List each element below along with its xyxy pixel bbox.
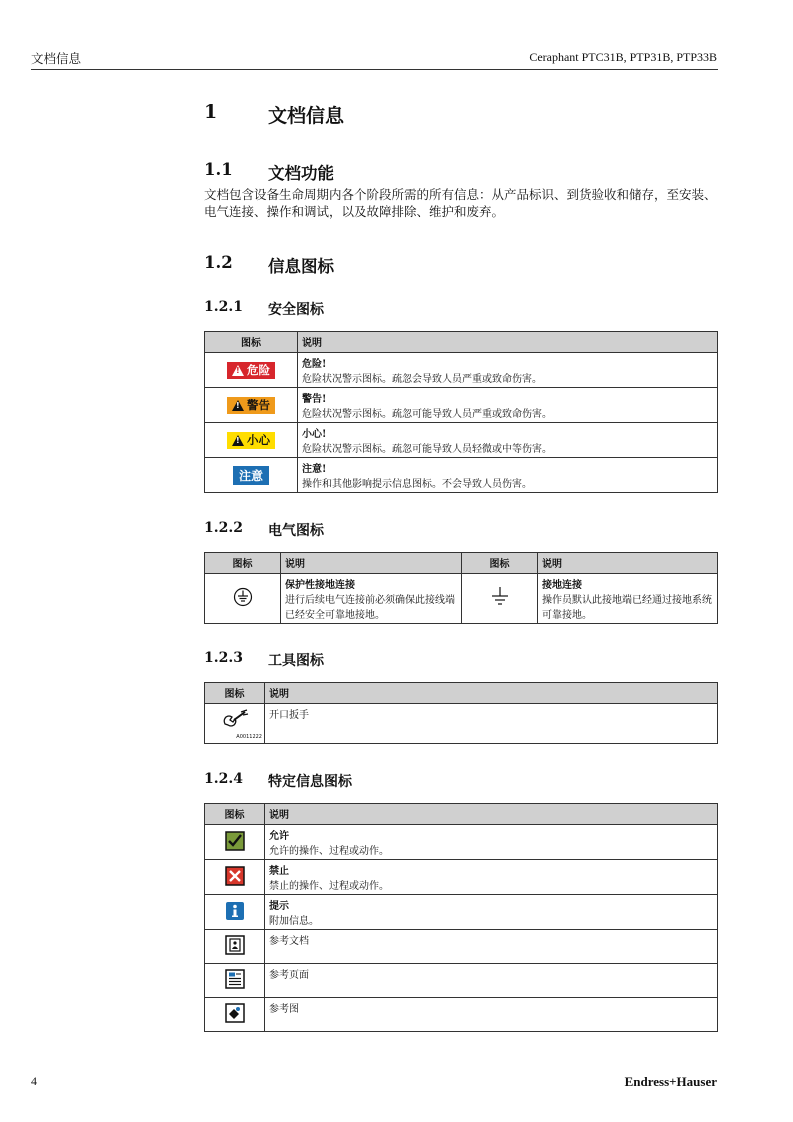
symbol-term: 小心! [302,429,327,440]
symbol-cell [462,574,538,624]
symbol-cell [205,964,265,998]
subsection-title: 安全图标 [268,302,324,318]
table-row [205,964,718,998]
symbol-term: 接地连接 [542,580,582,591]
table-row [205,574,718,624]
table-row [205,353,718,388]
tip-info-icon [225,901,245,921]
section-number: 1.1 [204,160,233,179]
column-header-symbol: 图标 [462,553,538,574]
badge-label: 警告 [247,398,270,412]
column-header-meaning: 说明 [265,683,718,704]
symbol-description: 开口扳手 [269,710,309,721]
column-header-meaning: 说明 [281,553,462,574]
column-header-meaning: 说明 [538,553,718,574]
column-header-meaning: 说明 [298,332,718,353]
table-row [205,895,718,930]
subsection-number: 1.2.3 [204,650,243,666]
subsection-number: 1.2.1 [204,299,243,315]
symbol-description: 操作和其他影响提示信息图标。不会导致人员伤害。 [302,479,532,490]
symbol-description: 参考文档 [269,936,309,947]
symbol-cell [205,704,265,744]
symbol-cell [205,353,298,388]
meaning-cell [265,930,718,964]
meaning-cell [298,353,718,388]
symbol-description: 附加信息。 [269,916,319,927]
table-row [205,998,718,1032]
document-function-paragraph: 文档包含设备生命周期内各个阶段所需的所有信息：从产品标识、到货验收和储存，至安装、电气连接、操作和调试，以及故障排除、维护和废弃。 [204,187,717,219]
brand-name: Endress+Hauser [624,1074,717,1089]
badge-label: 危险 [247,363,270,377]
safety-symbols-table [204,331,718,493]
chapter-title: 文档信息 [268,105,345,127]
protective-earth-icon [233,587,253,607]
meaning-cell [538,574,718,624]
meaning-cell [281,574,462,624]
symbol-description: 允许的操作、过程或动作。 [269,846,389,857]
meaning-cell [265,860,718,895]
warning-triangle-icon [232,400,244,411]
symbol-description: 进行后续电气连接前必须确保此接线端已经安全可靠地接地。 [285,595,455,621]
meaning-cell [265,825,718,860]
symbol-term: 警告! [302,394,327,405]
table-header-row [205,683,718,704]
table-row [205,704,718,744]
badge-label: 小心 [247,433,270,447]
chapter-number: 1 [204,101,218,123]
symbol-cell [205,825,265,860]
symbol-term: 危险! [302,359,327,370]
table-row [205,423,718,458]
meaning-cell [298,458,718,493]
open-end-wrench-icon [221,709,249,731]
column-header-symbol: 图标 [205,804,265,825]
reference-document-icon [225,935,245,955]
meaning-cell [265,964,718,998]
table-header-row [205,553,718,574]
caution-badge-icon [227,432,275,449]
section-title: 信息图标 [268,257,334,276]
symbol-description: 危险状况警示图标。疏忽可能导致人员轻微或中等伤害。 [302,444,552,455]
table-header-row [205,332,718,353]
permitted-check-icon [225,831,245,851]
reference-page-icon [225,969,245,989]
warning-triangle-icon [232,435,244,446]
special-symbols-table [204,803,718,1032]
symbol-description: 禁止的操作、过程或动作。 [269,881,389,892]
table-row [205,388,718,423]
symbol-cell [205,895,265,930]
subsection-title: 特定信息图标 [268,774,352,790]
symbol-term: 提示 [269,901,289,912]
symbol-description: 参考图 [269,1004,299,1015]
column-header-meaning: 说明 [265,804,718,825]
warning-triangle-icon [232,365,244,376]
meaning-cell [265,704,718,744]
column-header-symbol: 图标 [205,332,298,353]
symbol-term: 禁止 [269,866,289,877]
symbol-term: 注意! [302,464,327,475]
section-number: 1.2 [204,253,233,272]
symbol-cell [205,998,265,1032]
meaning-cell [298,388,718,423]
forbidden-cross-icon [225,866,245,886]
meaning-cell [265,998,718,1032]
subsection-number: 1.2.2 [204,520,243,536]
subsection-number: 1.2.4 [204,771,243,787]
notice-badge-icon [233,466,269,485]
header-product-name: Ceraphant PTC31B, PTP31B, PTP33B [529,50,717,64]
symbol-description: 危险状况警示图标。疏忽可能导致人员严重或致命伤害。 [302,409,552,420]
meaning-cell [298,423,718,458]
section-title: 文档功能 [268,164,334,183]
warning-badge-icon [227,397,275,414]
badge-label: 注意 [238,468,263,483]
symbol-cell [205,458,298,493]
header-section-title: 文档信息 [31,51,82,66]
symbol-cell [205,574,281,624]
table-row [205,825,718,860]
symbol-cell [205,388,298,423]
figure-code: A0011222 [236,733,262,740]
table-header-row [205,804,718,825]
subsection-title: 工具图标 [268,653,324,669]
column-header-symbol: 图标 [205,553,281,574]
symbol-term: 保护性接地连接 [285,580,355,591]
symbol-description: 危险状况警示图标。疏忽会导致人员严重或致命伤害。 [302,374,542,385]
ground-icon [489,586,511,608]
symbol-description: 操作员默认此接地端已经通过接地系统可靠接地。 [542,595,712,621]
symbol-description: 参考页面 [269,970,309,981]
table-row [205,458,718,493]
symbol-term: 允许 [269,831,289,842]
symbol-cell [205,423,298,458]
meaning-cell [265,895,718,930]
table-row [205,860,718,895]
symbol-cell [205,860,265,895]
table-row [205,930,718,964]
column-header-symbol: 图标 [205,683,265,704]
header-divider [31,69,718,70]
symbol-cell [205,930,265,964]
danger-badge-icon [227,362,275,379]
electrical-symbols-table [204,552,718,624]
page-number: 4 [31,1074,37,1088]
reference-graphic-icon [225,1003,245,1023]
tool-symbols-table [204,682,718,744]
subsection-title: 电气图标 [268,523,324,539]
